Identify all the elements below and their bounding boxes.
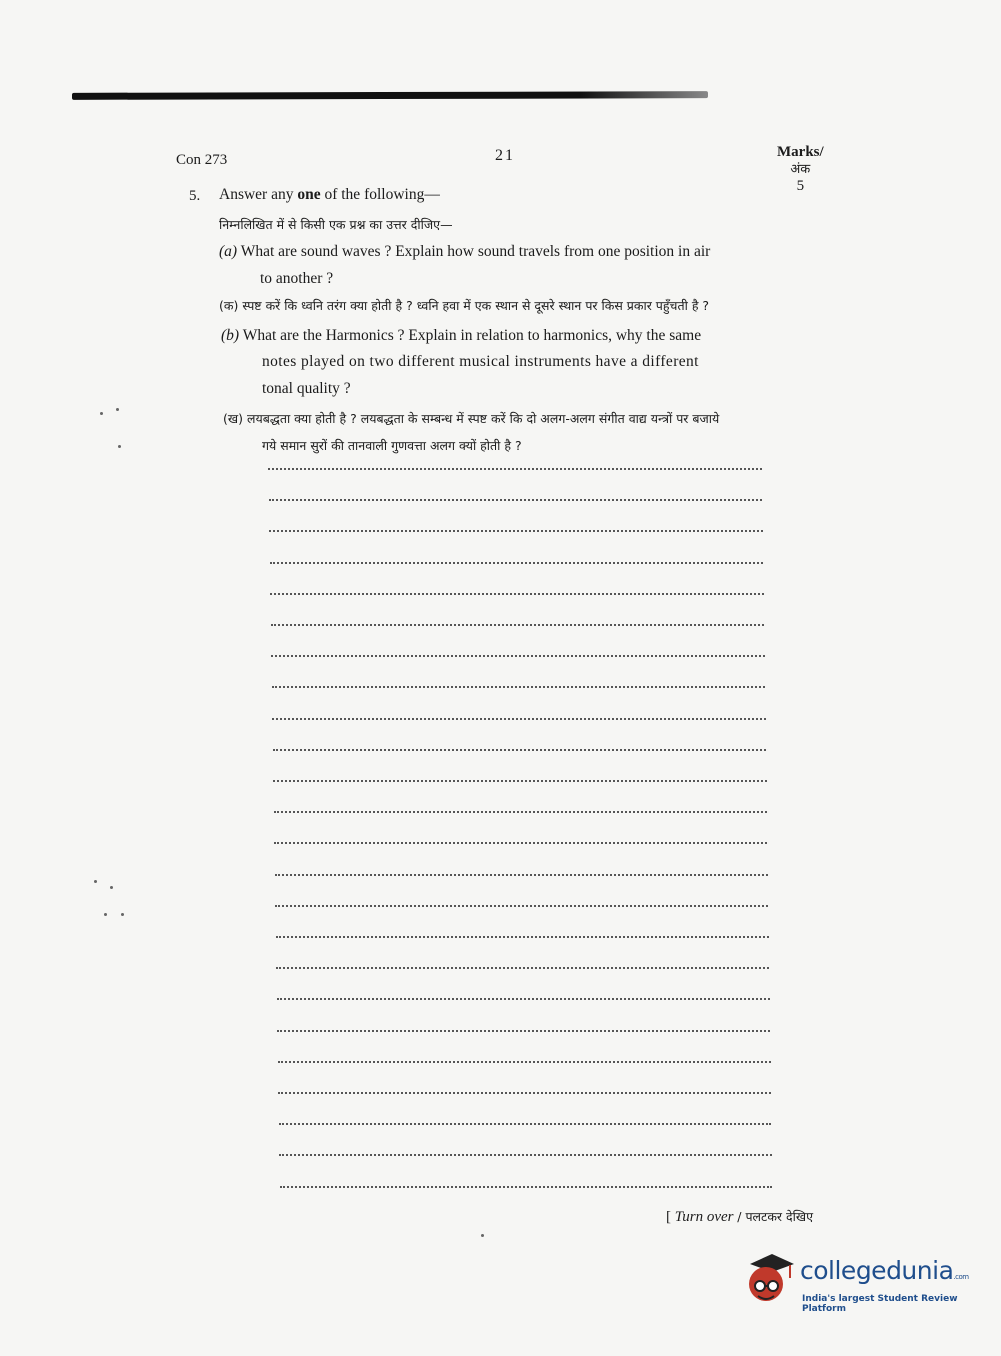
answer-line — [278, 1061, 771, 1063]
scan-speck — [110, 886, 113, 889]
graduate-mascot-icon — [742, 1250, 798, 1312]
answer-line — [271, 624, 765, 626]
option-kha-line2: गये समान सुरों की तानवाली गुणवत्ता अलग क्यों होती है ? — [262, 438, 522, 453]
option-b-line2: notes played on two different musical instruments have a different — [262, 353, 699, 370]
answer-line — [272, 686, 766, 688]
question-instruction — [219, 186, 440, 204]
option-ka — [219, 297, 709, 314]
option-b-text1: What are the Harmonics ? Explain in relation to harmonics, why the same — [242, 327, 702, 344]
option-a-text1: What are sound waves ? Explain how sound travels from one position in air — [240, 243, 711, 260]
option-b-line3: tonal quality ? — [262, 380, 351, 397]
answer-line — [270, 593, 764, 595]
instruction-suffix: of the following— — [320, 186, 440, 203]
answer-line — [276, 967, 769, 969]
answer-line — [275, 905, 768, 907]
logo-tagline: India's largest Student Review Platform — [802, 1294, 958, 1314]
answer-line — [279, 1123, 772, 1125]
logo-name: collegedunia — [800, 1256, 954, 1285]
option-ka-text: स्पष्ट करें कि ध्वनि तरंग क्या होती है ? ध्वनि हवा में एक स्थान से दूसरे स्थान पर किस प्रकार पहुँचती है ? — [242, 298, 710, 313]
instruction-prefix: Answer any — [219, 186, 298, 203]
answer-line — [279, 1154, 772, 1156]
question-instruction-hindi: निम्नलिखित में से किसी एक प्रश्न का उत्तर दीजिए— — [219, 217, 453, 232]
marks-label: Marks/ — [777, 144, 824, 160]
answer-line — [269, 499, 763, 501]
turn-over-text: Turn over — [674, 1209, 734, 1225]
answer-line — [272, 718, 766, 720]
option-kha-line1 — [223, 410, 719, 427]
question-number: 5. — [189, 188, 201, 204]
top-rule — [72, 91, 708, 100]
page-number: 21 — [495, 147, 515, 164]
answer-line — [268, 468, 762, 470]
logo-wordmark — [800, 1256, 969, 1285]
option-b-label: (b) — [221, 327, 240, 344]
logo-suffix: .com — [953, 1273, 969, 1281]
scan-speck — [104, 913, 107, 916]
turn-over-note: [ Turn over / पलटकर देखिए — [666, 1209, 814, 1225]
answer-line — [274, 842, 767, 844]
option-ka-label: (क) — [219, 298, 239, 313]
answer-line — [273, 780, 767, 782]
answer-line — [273, 749, 767, 751]
option-a-line1 — [219, 243, 710, 261]
instruction-bold: one — [297, 186, 321, 203]
option-b-line1 — [221, 327, 701, 345]
scan-speck — [94, 880, 97, 883]
answer-line — [280, 1186, 773, 1188]
answer-line — [269, 530, 763, 532]
answer-line — [270, 562, 764, 564]
scan-speck — [481, 1234, 484, 1237]
answer-line — [277, 1030, 770, 1032]
answer-line — [276, 936, 769, 938]
answer-line — [275, 874, 768, 876]
marks-header — [777, 144, 824, 195]
scan-speck — [100, 412, 103, 415]
answer-line — [271, 655, 765, 657]
turn-over-hindi: / पलटकर देखिए — [737, 1209, 814, 1224]
marks-label-hindi: अंक — [790, 162, 811, 177]
scan-speck — [118, 445, 121, 448]
paper-code: Con 273 — [176, 152, 228, 168]
option-a-line2: to another ? — [260, 270, 334, 287]
scan-speck — [121, 913, 124, 916]
collegedunia-logo — [742, 1250, 972, 1320]
option-kha-text1: लयबद्धता क्या होती है ? लयबद्धता के सम्बन्ध में स्पष्ट करें कि दो अलग-अलग संगीत वाद्य यन्त्रों पर बजाये — [246, 411, 720, 426]
scan-speck — [116, 408, 119, 411]
option-kha-label: (ख) — [223, 411, 243, 426]
answer-line — [278, 1092, 771, 1094]
marks-value: 5 — [796, 178, 805, 194]
answer-line — [274, 811, 767, 813]
answer-line — [277, 998, 770, 1000]
option-a-label: (a) — [219, 243, 238, 260]
